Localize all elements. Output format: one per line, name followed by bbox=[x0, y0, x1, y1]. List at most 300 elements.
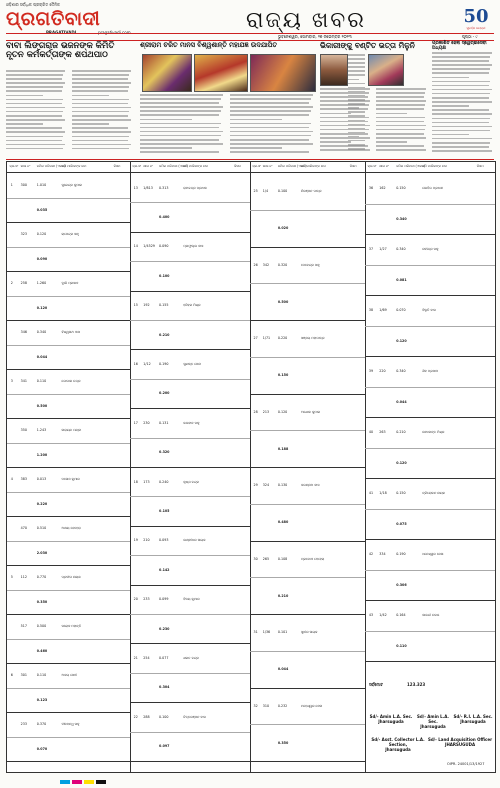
signature-place: Jharsuguda bbox=[460, 719, 486, 724]
table-row bbox=[250, 688, 365, 726]
table-cell: 0.313 bbox=[159, 185, 169, 190]
signature-block bbox=[369, 737, 427, 752]
table-row bbox=[365, 478, 495, 510]
table-cell: 1/42 bbox=[379, 613, 387, 618]
text-line bbox=[230, 135, 311, 137]
text-line bbox=[230, 102, 309, 104]
table-cell: 213 bbox=[262, 409, 270, 414]
table-cell: ମହେଶ୍ୱର ଜେନା bbox=[301, 703, 323, 708]
table-cell: 31 bbox=[253, 630, 258, 635]
text-line bbox=[140, 94, 223, 96]
table-cell: 334 bbox=[379, 552, 386, 557]
text-line bbox=[348, 58, 365, 60]
table-cell: 0.200 bbox=[159, 391, 170, 396]
header-cell: ଖାତା ନଂ bbox=[20, 164, 31, 168]
group-photo bbox=[368, 54, 404, 86]
signature-place: Jharsuguda bbox=[385, 747, 411, 752]
table-row bbox=[365, 539, 495, 571]
table-cell: ହରିହର ମିଶ୍ର bbox=[183, 303, 201, 308]
anniversary-emblem bbox=[454, 8, 498, 32]
table-cell: 43 bbox=[368, 613, 374, 618]
page-number: ପୃଷ୍ଠା - ୯ bbox=[462, 34, 478, 39]
table-cell: 0.070 bbox=[396, 308, 406, 313]
table-row bbox=[130, 202, 250, 232]
text-line bbox=[376, 121, 424, 123]
table-cell: 162 bbox=[379, 186, 386, 191]
text-line bbox=[320, 96, 368, 98]
header-cell: କ୍ର.ସଂ bbox=[252, 164, 261, 168]
table-cell: 0.120 bbox=[396, 338, 407, 343]
text-line bbox=[6, 148, 63, 150]
table-row bbox=[250, 577, 365, 615]
text-line bbox=[376, 141, 407, 143]
table-cell: 37 bbox=[368, 247, 374, 252]
masthead bbox=[6, 6, 494, 35]
header-cell: କ୍ର.ସଂ bbox=[9, 164, 19, 168]
anniversary-number: 50 bbox=[463, 6, 489, 27]
table-cell: 41 bbox=[368, 491, 374, 496]
table-cell: 0.210 bbox=[277, 593, 289, 598]
table-row bbox=[7, 541, 130, 567]
table-row bbox=[7, 639, 130, 665]
text-line bbox=[72, 111, 129, 113]
text-line bbox=[320, 133, 368, 135]
text-line bbox=[6, 82, 65, 84]
text-line bbox=[432, 134, 469, 136]
table-cell: 210 bbox=[143, 538, 150, 543]
table-cell: 0.500 bbox=[277, 299, 289, 304]
story-bhikari bbox=[320, 42, 428, 160]
text-line bbox=[230, 114, 309, 116]
table-cell: 13 bbox=[133, 185, 138, 190]
text-line bbox=[320, 100, 370, 102]
table-row bbox=[250, 614, 365, 652]
text-line bbox=[140, 127, 219, 129]
table-cell: 323 bbox=[20, 232, 27, 237]
header-cell: ଜମି ମାଲିକଙ୍କ ନାମ bbox=[301, 164, 326, 168]
table-cell: 0.240 bbox=[159, 479, 169, 484]
text-line bbox=[140, 110, 221, 112]
text-line bbox=[432, 64, 492, 66]
table-row bbox=[7, 443, 130, 469]
text-line bbox=[72, 95, 109, 97]
table-row bbox=[365, 387, 495, 419]
table-row bbox=[7, 296, 130, 322]
text-line bbox=[72, 119, 131, 121]
table-row bbox=[365, 631, 495, 663]
text-line bbox=[6, 70, 65, 72]
table-cell: 30 bbox=[253, 556, 258, 561]
table-cell: 0.090 bbox=[36, 256, 48, 261]
table-cell: 0.304 bbox=[159, 685, 170, 690]
table-row bbox=[7, 467, 130, 493]
table-cell: ଚିତ୍ତରଞ୍ଜନ ଦାସ bbox=[183, 714, 206, 719]
table-row bbox=[250, 320, 365, 358]
table-header bbox=[130, 162, 250, 173]
event-photo bbox=[194, 54, 248, 92]
story-body-right bbox=[376, 88, 428, 154]
table-row bbox=[365, 509, 495, 541]
table-header bbox=[365, 162, 495, 173]
table-row bbox=[7, 516, 130, 542]
table-cell: ଭଗବାନ ସାହୁ bbox=[183, 420, 200, 425]
header-cell: ଜମିର ପରିମାଣ (ଏକର) bbox=[277, 164, 307, 168]
text-line bbox=[230, 123, 311, 125]
text-line bbox=[320, 149, 370, 151]
table-cell: ଅଶୋକ କୁମାର bbox=[301, 409, 321, 414]
text-line bbox=[432, 77, 469, 79]
header-cell: କ୍ର.ସଂ bbox=[367, 164, 377, 168]
table-cell: 0.123 bbox=[36, 697, 48, 702]
table-row bbox=[250, 430, 365, 468]
text-line bbox=[230, 110, 311, 112]
text-line bbox=[6, 103, 62, 105]
text-line bbox=[230, 143, 313, 145]
table-row bbox=[130, 320, 250, 350]
text-line bbox=[140, 123, 221, 125]
text-line bbox=[6, 90, 62, 92]
table-row bbox=[365, 448, 495, 480]
text-line bbox=[432, 56, 490, 58]
table-cell: 0.101 bbox=[277, 630, 288, 635]
text-line bbox=[432, 93, 490, 95]
table-cell: 1/813 bbox=[143, 185, 153, 190]
text-line bbox=[348, 79, 359, 81]
text-line bbox=[6, 78, 62, 80]
table-cell: 0.077 bbox=[159, 656, 169, 661]
text-line bbox=[376, 113, 407, 115]
table-cell: ରବୀନ୍ଦ୍ର ସାହୁ bbox=[422, 247, 439, 252]
text-line bbox=[6, 74, 63, 76]
table-cell: ରାଜେନ୍ଦ୍ର ସାହୁ bbox=[61, 232, 79, 237]
table-cell: 0.120 bbox=[36, 232, 47, 237]
table-row bbox=[130, 408, 250, 438]
table-cell: 0.070 bbox=[36, 746, 48, 751]
text-line bbox=[376, 129, 425, 131]
table-cell: 17 bbox=[133, 420, 138, 425]
text-line bbox=[320, 141, 351, 143]
table-row bbox=[365, 356, 495, 388]
table-cell: 0.130 bbox=[277, 483, 288, 488]
text-line bbox=[72, 136, 129, 138]
table-cell: 1.243 bbox=[36, 428, 47, 433]
table-cell: 254 bbox=[143, 656, 150, 661]
text-line bbox=[432, 142, 490, 144]
table-cell: ପ୍ରଫୁଲ୍ଲ ଦାସ bbox=[183, 244, 204, 249]
text-line bbox=[6, 136, 63, 138]
table-cell: 0.075 bbox=[396, 521, 407, 526]
table-cell: 383 bbox=[20, 477, 27, 482]
story-body-left bbox=[140, 94, 226, 155]
table-cell: 0.081 bbox=[396, 277, 407, 282]
text-line bbox=[6, 95, 43, 97]
color-bar bbox=[96, 780, 106, 784]
signature-place: JHARSUGUDA bbox=[444, 742, 476, 747]
table-column bbox=[130, 162, 251, 772]
table-cell: 301 bbox=[20, 673, 27, 678]
table-cell: 112 bbox=[20, 575, 27, 580]
dateline bbox=[6, 33, 494, 41]
table-column bbox=[250, 162, 366, 772]
table-row bbox=[250, 651, 365, 689]
website-url: pragativadi.com bbox=[98, 30, 131, 35]
table-cell: 1/12 bbox=[143, 362, 151, 367]
text-line bbox=[6, 111, 63, 113]
story-body-right bbox=[230, 94, 316, 155]
table-cell: 0.340 bbox=[36, 330, 47, 335]
table-cell: 220 bbox=[379, 369, 386, 374]
table-cell: 22 bbox=[133, 714, 138, 719]
table-row bbox=[130, 673, 250, 703]
header-cell: ଜମିର ପରିମାଣ (ଏକର) bbox=[36, 164, 66, 168]
table-cell: 21 bbox=[133, 656, 138, 661]
grand-total-value: 123.323 bbox=[407, 682, 426, 687]
text-line bbox=[6, 107, 65, 109]
text-line bbox=[6, 127, 62, 129]
table-cell: ନାରାୟଣ ପଣ୍ଡା bbox=[61, 428, 82, 433]
table-cell: 1/18 bbox=[379, 491, 387, 496]
color-bar bbox=[72, 780, 82, 784]
table-cell: 233 bbox=[143, 597, 150, 602]
table-cell: କାଳନ୍ଦୀ ଚରଣ bbox=[422, 613, 440, 618]
table-cell: 0.210 bbox=[159, 332, 170, 337]
text-line bbox=[432, 89, 492, 91]
table-cell: 0.230 bbox=[159, 626, 170, 631]
text-line bbox=[432, 68, 490, 70]
table-cell: 0.232 bbox=[277, 703, 288, 708]
header-cell: ଖାତା ନଂ bbox=[262, 164, 273, 168]
table-cell: 0.090 bbox=[159, 244, 169, 249]
table-cell: ପ୍ରଦୀପ ନାୟକ bbox=[61, 575, 81, 580]
table-cell: 0.120 bbox=[36, 305, 48, 310]
table-cell: 0.097 bbox=[159, 744, 170, 749]
text-line bbox=[72, 144, 131, 146]
table-row bbox=[365, 173, 495, 205]
table-row bbox=[7, 492, 130, 518]
table-cell: 0.044 bbox=[396, 399, 407, 404]
event-photo bbox=[142, 54, 192, 92]
text-line bbox=[376, 96, 424, 98]
person-photo bbox=[320, 54, 348, 86]
table-cell: ମନୋଜ କୁମାର bbox=[61, 477, 80, 482]
table-cell: 263 bbox=[379, 430, 386, 435]
table-cell: 0.142 bbox=[159, 567, 170, 572]
text-line bbox=[72, 86, 129, 88]
text-line bbox=[348, 62, 365, 64]
table-cell: 0.164 bbox=[396, 613, 406, 618]
text-line bbox=[72, 90, 128, 92]
story-body-right bbox=[72, 70, 133, 152]
header-cell: ଜମିର ପରିମାଣ (ଏକର) bbox=[159, 164, 188, 168]
table-cell: ଶିବ ପ୍ରସାଦ bbox=[422, 369, 439, 374]
story-body bbox=[432, 52, 494, 154]
text-line bbox=[140, 114, 219, 116]
text-line bbox=[230, 119, 282, 121]
table-cell: ତ୍ରିଲୋଚନ ନାୟକ bbox=[422, 491, 446, 496]
table-cell: 1 bbox=[10, 183, 13, 188]
text-line bbox=[6, 144, 65, 146]
signature-block bbox=[427, 737, 493, 747]
tagline: ଓଡ଼ିଶାର ସର୍ବାଧିକ ପ୍ରଚାରିତ ଦୈନିକ bbox=[6, 2, 60, 7]
text-line bbox=[320, 125, 370, 127]
table-cell: 192 bbox=[143, 303, 150, 308]
table-cell: 300 bbox=[20, 183, 27, 188]
table-cell: 0.013 bbox=[36, 477, 47, 482]
table-row bbox=[130, 232, 250, 262]
table-row bbox=[365, 204, 495, 236]
text-line bbox=[140, 135, 221, 137]
event-photo bbox=[250, 54, 316, 92]
table-cell: 1/4529 bbox=[143, 244, 155, 249]
table-cell: 324 bbox=[262, 483, 270, 488]
text-line bbox=[348, 83, 365, 85]
table-row bbox=[365, 326, 495, 358]
header-cell: ଜମିର ପରିମାଣ (ଏକର) bbox=[396, 164, 426, 168]
text-line bbox=[6, 131, 65, 133]
table-row bbox=[7, 222, 130, 248]
header-cell: କ୍ର.ସଂ bbox=[132, 164, 142, 168]
table-cell: 0.320 bbox=[277, 262, 288, 267]
text-line bbox=[432, 146, 489, 148]
header-cell: କିସମ bbox=[113, 164, 121, 168]
text-line bbox=[320, 88, 370, 90]
text-line bbox=[432, 60, 489, 62]
text-line bbox=[72, 127, 128, 129]
text-line bbox=[432, 101, 492, 103]
table-row bbox=[7, 712, 130, 738]
table-row bbox=[7, 198, 130, 224]
table-cell: 2 bbox=[10, 281, 13, 286]
table-cell: 470 bbox=[20, 526, 27, 531]
header-cell: ଜମି ମାଲିକଙ୍କ ନାମ bbox=[422, 164, 447, 168]
table-cell: ସୁଧୀର ନାୟକ bbox=[301, 630, 318, 635]
table-row bbox=[130, 496, 250, 526]
table-cell: ସୁଶାନ୍ତ ଜେନା bbox=[183, 362, 201, 367]
text-line bbox=[320, 113, 351, 115]
text-line bbox=[432, 52, 492, 54]
text-line bbox=[432, 150, 492, 152]
text-line bbox=[6, 99, 63, 101]
text-line bbox=[72, 78, 128, 80]
table-row bbox=[250, 467, 365, 505]
text-line bbox=[376, 133, 424, 135]
table-row bbox=[130, 702, 250, 732]
anniversary-text: ସୁବର୍ଣ୍ଣ ଜୟନ୍ତୀ bbox=[466, 26, 486, 30]
table-cell: 0.150 bbox=[396, 186, 406, 191]
text-line bbox=[432, 105, 469, 107]
table-cell: ପ୍ରମୋଦ ବେହେରା bbox=[301, 556, 325, 561]
text-line bbox=[376, 92, 425, 94]
table-cell: 233 bbox=[20, 722, 27, 727]
table-row bbox=[130, 438, 250, 468]
text-line bbox=[230, 131, 313, 133]
land-acquisition-notice bbox=[6, 161, 496, 773]
table-cell: 1/36 bbox=[262, 630, 271, 635]
table-header bbox=[250, 162, 365, 173]
table-cell: 350 bbox=[20, 428, 27, 433]
header-cell: ଖାତା ନଂ bbox=[143, 164, 153, 168]
table-cell: ଅକ୍ଷୟ ବେହେରା bbox=[61, 526, 81, 531]
table-cell: 1/69 bbox=[379, 308, 387, 313]
table-row bbox=[7, 173, 130, 199]
table-cell: 0.035 bbox=[36, 207, 48, 212]
text-line bbox=[376, 137, 426, 139]
header-cell: କିସମ bbox=[476, 164, 484, 168]
text-line bbox=[6, 86, 63, 88]
table-row bbox=[250, 173, 365, 211]
grand-total-label: ସର୍ବମୋଟ bbox=[369, 682, 384, 687]
table-cell: 2.030 bbox=[36, 550, 48, 555]
table-cell: ବିଜୟ କୁମାର bbox=[183, 597, 200, 602]
signature-block bbox=[413, 714, 453, 729]
text-line bbox=[376, 125, 426, 127]
table-cell: 0.500 bbox=[36, 624, 47, 629]
table-cell: 0.340 bbox=[396, 247, 406, 252]
table-cell: ଗୋବିନ୍ଦ ପ୍ରଧାନ bbox=[422, 186, 444, 191]
table-row bbox=[7, 369, 130, 395]
text-line bbox=[320, 117, 369, 119]
signature-title: Sd/- Land Acquisition Officer bbox=[427, 737, 493, 742]
story-body-left bbox=[6, 70, 67, 152]
table-cell: 18 bbox=[133, 479, 138, 484]
section-title: ରାଜ୍ୟ ଖବର bbox=[246, 8, 366, 33]
table-cell: 0.020 bbox=[277, 226, 289, 231]
table-row bbox=[250, 394, 365, 432]
text-line bbox=[140, 139, 219, 141]
table-cell: 0.100 bbox=[159, 273, 170, 278]
table-row bbox=[250, 283, 365, 321]
text-line bbox=[320, 121, 368, 123]
story-headline: ଭିକାରୀଙ୍କୁ ବଣ୍ଟିତ ଭତ୍ତା ମିଳୁନି bbox=[320, 41, 415, 50]
text-line bbox=[72, 140, 128, 142]
text-line bbox=[348, 70, 365, 72]
text-line bbox=[140, 131, 223, 133]
table-cell: 0.220 bbox=[277, 336, 288, 341]
text-line bbox=[432, 81, 490, 83]
table-row bbox=[7, 590, 130, 616]
signature-place: Jharsuguda bbox=[378, 719, 404, 724]
table-header bbox=[7, 162, 130, 173]
text-line bbox=[72, 115, 128, 117]
text-line bbox=[432, 130, 490, 132]
table-row bbox=[130, 585, 250, 615]
table-cell: ସଞ୍ଜୟ ମହାପାତ୍ର bbox=[301, 336, 325, 341]
table-row bbox=[250, 210, 365, 248]
text-line bbox=[6, 119, 65, 121]
table-row bbox=[7, 247, 130, 273]
text-line bbox=[230, 151, 309, 153]
table-row bbox=[7, 320, 130, 346]
table-row bbox=[365, 295, 495, 327]
table-cell: 0.131 bbox=[159, 420, 169, 425]
header-cell: ଖାତା ନଂ bbox=[379, 164, 389, 168]
table-row bbox=[130, 555, 250, 585]
table-cell: 230 bbox=[143, 420, 150, 425]
table-cell: 0.100 bbox=[277, 189, 288, 194]
text-line bbox=[376, 117, 425, 119]
table-cell: 0.110 bbox=[36, 379, 47, 384]
table-cell: 0.155 bbox=[159, 303, 169, 308]
table-row bbox=[365, 234, 495, 266]
text-line bbox=[320, 137, 370, 139]
text-line bbox=[432, 72, 489, 74]
text-line bbox=[320, 108, 368, 110]
table-cell: 517 bbox=[20, 624, 27, 629]
table-cell: 346 bbox=[20, 330, 27, 335]
text-line bbox=[6, 140, 62, 142]
table-cell: 0.210 bbox=[396, 430, 406, 435]
table-row bbox=[250, 247, 365, 285]
